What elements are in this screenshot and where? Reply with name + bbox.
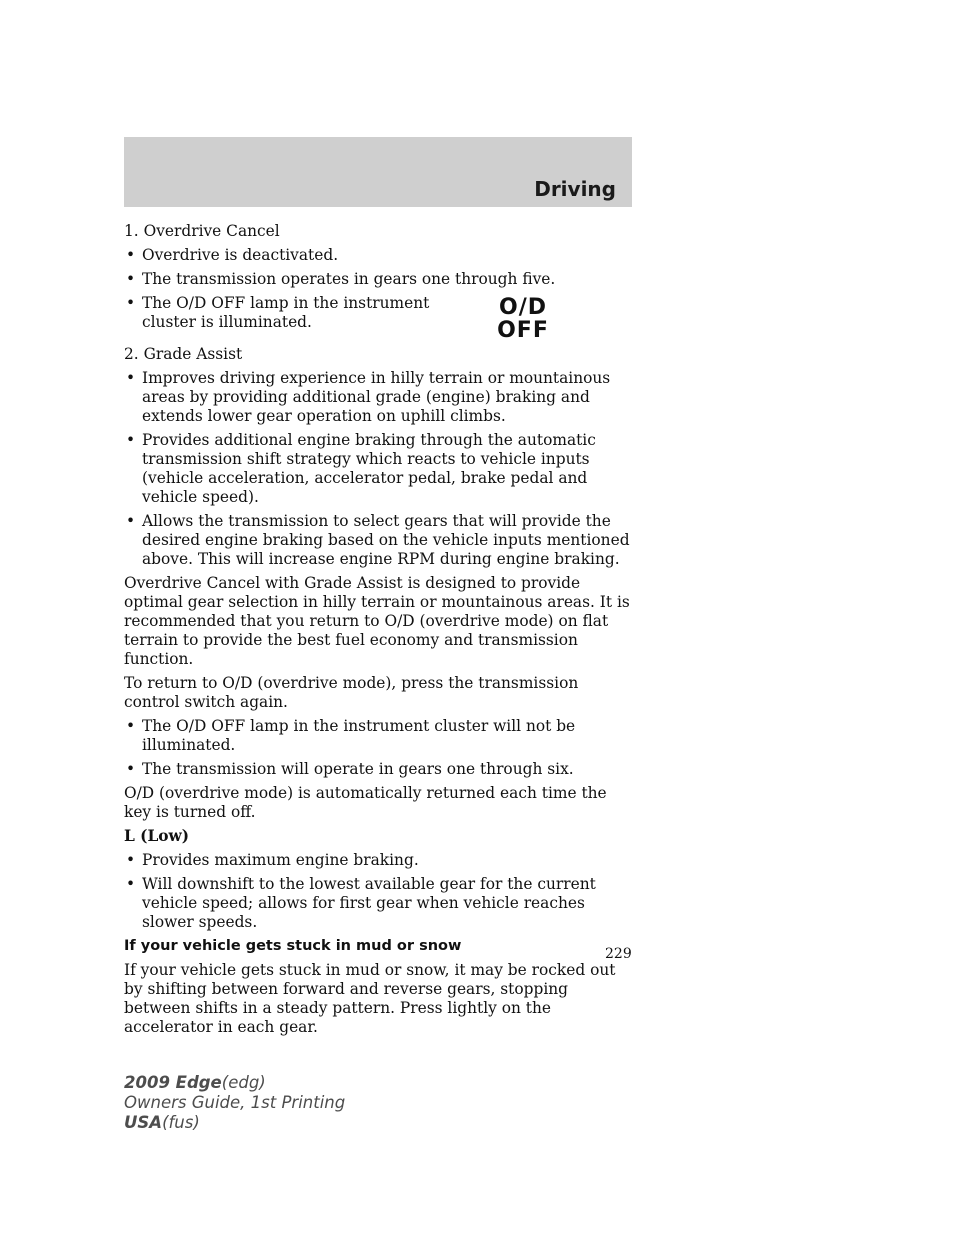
list-item: • The O/D OFF lamp in the instrument cluster will not be illuminated. xyxy=(124,717,636,755)
list-item: • Overdrive is deactivated. xyxy=(124,246,636,265)
od-off-icon-line1: O/D xyxy=(499,295,547,320)
grade-assist-paragraph: Overdrive Cancel with Grade Assist is designed to provide optimal gear selection in hilly terrain or mountainous areas. It is recommended that you return to O/D (overdrive mode) on flat terrain to provide the best fuel economy and transmission function. xyxy=(124,574,630,668)
list-item: • Allows the transmission to select gears that will provide the desired engine braking based on the vehicle inputs mentioned above. This will increase engine RPM during engine braking. xyxy=(124,512,636,569)
list-item: • Improves driving experience in hilly terrain or mountainous areas by providing additional grade (engine) braking and extends lower gear operation on uphill climbs. xyxy=(124,369,636,426)
footer-market: USA xyxy=(124,1113,163,1132)
footer-line-3 xyxy=(124,1113,345,1133)
document-footer xyxy=(124,1073,345,1133)
grade-assist-heading: 2. Grade Assist xyxy=(124,345,243,363)
list-item: • The transmission operates in gears one through five. xyxy=(124,270,636,289)
footer-market-code: (fus) xyxy=(162,1113,200,1132)
overdrive-cancel-heading: 1. Overdrive Cancel xyxy=(124,222,280,240)
list-item: • The O/D OFF lamp in the instrument cluster is illuminated. xyxy=(124,294,442,332)
od-off-lamp-icon xyxy=(489,296,557,342)
return-od-paragraph: To return to O/D (overdrive mode), press the transmission control switch again. xyxy=(124,674,579,711)
footer-line-1 xyxy=(124,1073,345,1093)
od-off-icon-line2: OFF xyxy=(497,318,549,343)
list-item: • Provides additional engine braking through the automatic transmission shift strategy which reacts to vehicle inputs (vehicle acceleration, accelerator pedal, brake pedal and vehicle speed). xyxy=(124,431,636,507)
page-content xyxy=(124,222,636,1042)
section-header-band xyxy=(124,137,632,207)
page-number: 229 xyxy=(605,946,632,962)
list-item: • The transmission will operate in gears one through six. xyxy=(124,760,636,779)
list-item: • Provides maximum engine braking. xyxy=(124,851,636,870)
footer-model-code: (edg) xyxy=(221,1073,266,1092)
stuck-heading: If your vehicle gets stuck in mud or snow xyxy=(124,938,462,954)
low-gear-heading: L (Low) xyxy=(124,827,190,845)
auto-return-paragraph: O/D (overdrive mode) is automatically returned each time the key is turned off. xyxy=(124,784,607,821)
footer-line-2: Owners Guide, 1st Printing xyxy=(124,1093,346,1112)
footer-model: 2009 Edge xyxy=(124,1073,222,1092)
stuck-paragraph: If your vehicle gets stuck in mud or snow, it may be rocked out by shifting between forward and reverse gears, stopping between shifts in a steady pattern. Press lightly on the accelerator in each gear. xyxy=(124,961,616,1036)
section-title: Driving xyxy=(534,177,616,201)
odoff-lamp-row xyxy=(124,294,636,343)
list-item: • Will downshift to the lowest available gear for the current vehicle speed; allows for first gear when vehicle reaches slower speeds. xyxy=(124,875,636,932)
